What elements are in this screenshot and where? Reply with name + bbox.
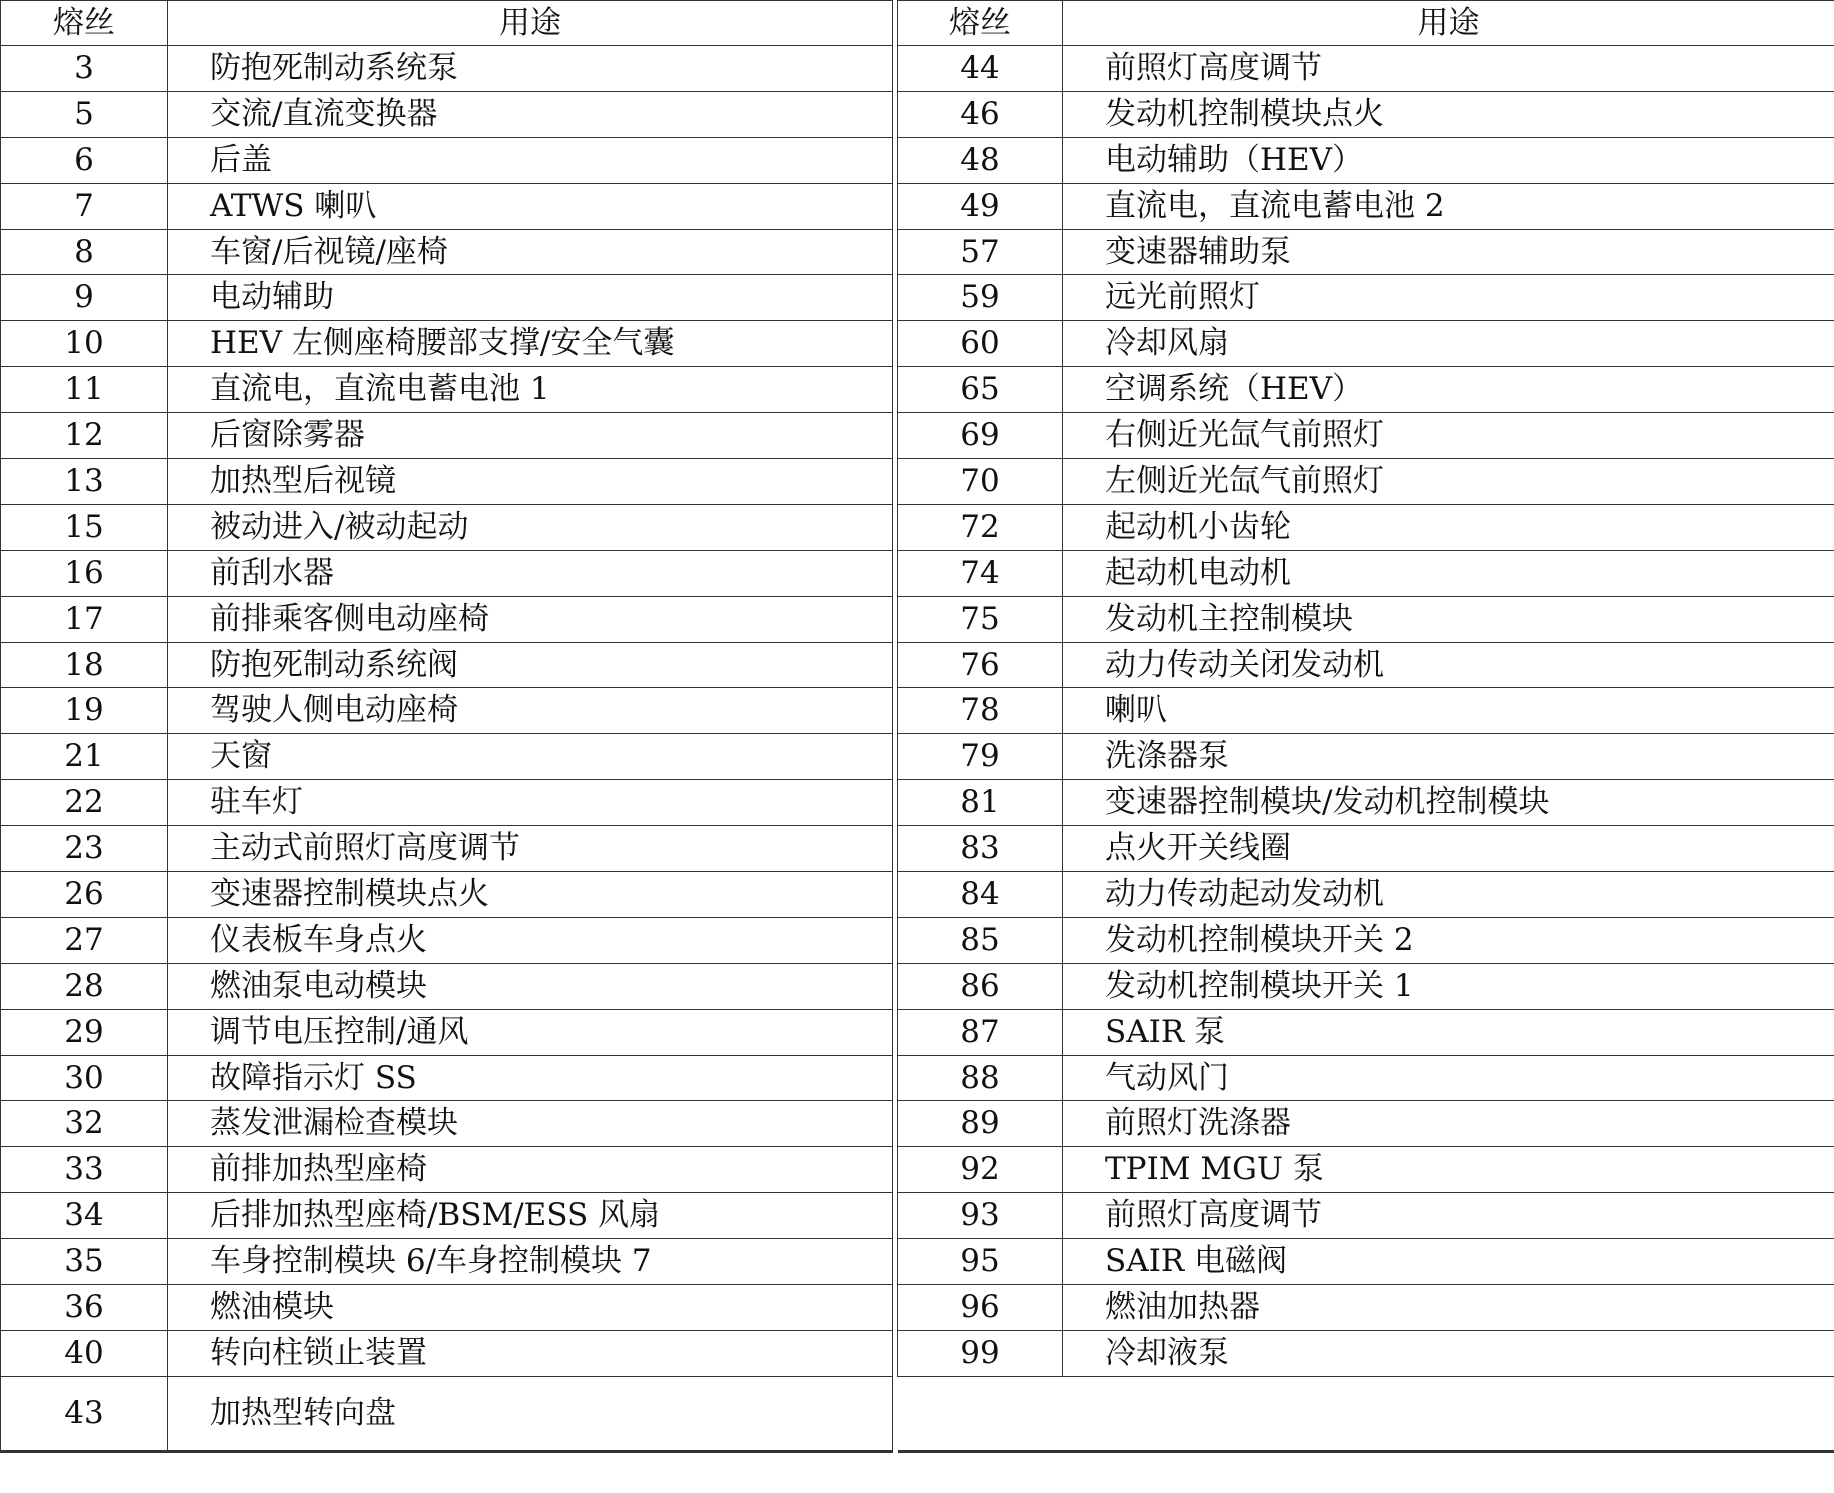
fuse-use-cell: 防抱死制动系统泵 [168,46,893,92]
fuse-number-cell: 92 [898,1147,1063,1193]
fuse-use-cell: 交流/直流变换器 [168,91,893,137]
fuse-number-cell: 26 [1,872,168,918]
fuse-use-cell: HEV 左侧座椅腰部支撑/安全气囊 [168,321,893,367]
fuse-table-right [897,0,1834,1453]
table-row [1,367,893,413]
fuse-use-cell: 防抱死制动系统阀 [168,642,893,688]
fuse-number-cell: 23 [1,826,168,872]
table-row [1,46,893,92]
fuse-use-cell: 发动机控制模块开关 2 [1063,917,1834,963]
fuse-number-cell: 11 [1,367,168,413]
fuse-table-left [0,0,893,1453]
fuse-use-cell: SAIR 电磁阀 [1063,1239,1834,1285]
fuse-use-cell: 驾驶人侧电动座椅 [168,688,893,734]
fuse-number-cell: 89 [898,1101,1063,1147]
fuse-number-cell: 70 [898,459,1063,505]
fuse-use-cell: 转向柱锁止装置 [168,1330,893,1376]
fuse-use-cell: 前照灯洗涤器 [1063,1101,1834,1147]
table-row [1,504,893,550]
table-row [1,1330,893,1376]
fuse-use-cell: 蒸发泄漏检查模块 [168,1101,893,1147]
table-row [898,1101,1834,1147]
fuse-number-cell: 59 [898,275,1063,321]
fuse-number-cell: 44 [898,46,1063,92]
header-use: 用途 [168,1,893,46]
fuse-number-cell: 12 [1,413,168,459]
fuse-use-cell: 变速器控制模块点火 [168,872,893,918]
fuse-number-cell: 95 [898,1239,1063,1285]
table-row [1,1239,893,1285]
fuse-number-cell: 57 [898,229,1063,275]
fuse-number-cell: 3 [1,46,168,92]
table-row [898,963,1834,1009]
fuse-number-cell: 81 [898,780,1063,826]
fuse-use-cell: 主动式前照灯高度调节 [168,826,893,872]
table-row [1,550,893,596]
header-fuse: 熔丝 [1,1,168,46]
fuse-use-cell: 气动风门 [1063,1055,1834,1101]
table-row [1,229,893,275]
fuse-use-cell: 发动机控制模块开关 1 [1063,963,1834,1009]
fuse-number-cell: 34 [1,1193,168,1239]
header-use: 用途 [1063,1,1834,46]
empty-row [898,1376,1834,1451]
fuse-use-cell: 直流电，直流电蓄电池 1 [168,367,893,413]
fuse-number-cell: 48 [898,137,1063,183]
fuse-number-cell: 5 [1,91,168,137]
table-header-row [898,1,1834,46]
fuse-number-cell: 49 [898,183,1063,229]
table-row [1,183,893,229]
fuse-number-cell: 65 [898,367,1063,413]
table-row [898,550,1834,596]
fuse-number-cell: 78 [898,688,1063,734]
table-row [1,1101,893,1147]
table-row [898,826,1834,872]
fuse-use-cell: 前排加热型座椅 [168,1147,893,1193]
fuse-number-cell: 76 [898,642,1063,688]
fuse-use-cell: 远光前照灯 [1063,275,1834,321]
fuse-use-cell: 起动机小齿轮 [1063,504,1834,550]
fuse-number-cell: 29 [1,1009,168,1055]
fuse-number-cell: 99 [898,1330,1063,1376]
table-row [898,1147,1834,1193]
fuse-number-cell: 21 [1,734,168,780]
table-row [898,504,1834,550]
fuse-number-cell: 16 [1,550,168,596]
table-row [898,734,1834,780]
fuse-use-cell: 电动辅助 [168,275,893,321]
fuse-number-cell: 19 [1,688,168,734]
fuse-number-cell: 22 [1,780,168,826]
table-row [898,917,1834,963]
fuse-use-cell: 冷却液泵 [1063,1330,1834,1376]
fuse-number-cell: 7 [1,183,168,229]
fuse-number-cell: 13 [1,459,168,505]
table-row [898,183,1834,229]
fuse-number-cell: 15 [1,504,168,550]
fuse-use-cell: 燃油泵电动模块 [168,963,893,1009]
fuse-number-cell: 60 [898,321,1063,367]
fuse-number-cell: 27 [1,917,168,963]
fuse-number-cell: 18 [1,642,168,688]
fuse-use-cell: SAIR 泵 [1063,1009,1834,1055]
fuse-number-cell: 88 [898,1055,1063,1101]
table-row [1,137,893,183]
fuse-use-cell: 后排加热型座椅/BSM/ESS 风扇 [168,1193,893,1239]
header-fuse: 熔丝 [898,1,1063,46]
table-row [898,1285,1834,1331]
table-row [1,826,893,872]
table-row [1,1009,893,1055]
fuse-number-cell: 83 [898,826,1063,872]
fuse-use-cell: 空调系统（HEV） [1063,367,1834,413]
table-row [1,91,893,137]
fuse-use-cell: 车身控制模块 6/车身控制模块 7 [168,1239,893,1285]
fuse-use-cell: 后窗除雾器 [168,413,893,459]
fuse-use-cell: 点火开关线圈 [1063,826,1834,872]
fuse-number-cell: 46 [898,91,1063,137]
table-row [898,459,1834,505]
fuse-use-cell: 直流电，直流电蓄电池 2 [1063,183,1834,229]
fuse-use-cell: 前照灯高度调节 [1063,1193,1834,1239]
table-row [898,688,1834,734]
fuse-use-cell: 故障指示灯 SS [168,1055,893,1101]
fuse-use-cell: 发动机主控制模块 [1063,596,1834,642]
fuse-use-cell: 动力传动关闭发动机 [1063,642,1834,688]
fuse-number-cell: 85 [898,917,1063,963]
table-row [1,780,893,826]
table-row [898,321,1834,367]
fuse-number-cell: 33 [1,1147,168,1193]
table-row [1,688,893,734]
fuse-use-cell: 起动机电动机 [1063,550,1834,596]
fuse-number-cell: 17 [1,596,168,642]
table-row [898,137,1834,183]
table-row [898,596,1834,642]
table-row [898,1055,1834,1101]
fuse-use-cell: 天窗 [168,734,893,780]
table-row [898,1009,1834,1055]
table-row [898,413,1834,459]
fuse-number-cell: 8 [1,229,168,275]
fuse-number-cell: 86 [898,963,1063,1009]
table-header-row [1,1,893,46]
fuse-use-cell: 前刮水器 [168,550,893,596]
fuse-number-cell: 75 [898,596,1063,642]
fuse-number-cell: 87 [898,1009,1063,1055]
fuse-use-cell: 变速器控制模块/发动机控制模块 [1063,780,1834,826]
fuse-number-cell: 32 [1,1101,168,1147]
table-row [898,46,1834,92]
fuse-number-cell: 93 [898,1193,1063,1239]
table-row [1,1193,893,1239]
table-row [1,734,893,780]
fuse-use-cell: 前排乘客侧电动座椅 [168,596,893,642]
fuse-use-cell: TPIM MGU 泵 [1063,1147,1834,1193]
table-row [1,1055,893,1101]
fuse-use-cell: 加热型转向盘 [168,1376,893,1451]
empty-cell [898,1376,1063,1451]
fuse-use-cell: 发动机控制模块点火 [1063,91,1834,137]
fuse-number-cell: 72 [898,504,1063,550]
table-row [1,963,893,1009]
table-row [898,1239,1834,1285]
fuse-number-cell: 74 [898,550,1063,596]
fuse-use-cell: ATWS 喇叭 [168,183,893,229]
fuse-number-cell: 96 [898,1285,1063,1331]
fuse-use-cell: 左侧近光氙气前照灯 [1063,459,1834,505]
fuse-number-cell: 84 [898,872,1063,918]
table-row [1,459,893,505]
table-row [898,1193,1834,1239]
table-row [898,780,1834,826]
fuse-use-cell: 洗涤器泵 [1063,734,1834,780]
fuse-use-cell: 右侧近光氙气前照灯 [1063,413,1834,459]
table-row [1,413,893,459]
fuse-number-cell: 6 [1,137,168,183]
table-row [898,1330,1834,1376]
fuse-use-cell: 车窗/后视镜/座椅 [168,229,893,275]
fuse-use-cell: 变速器辅助泵 [1063,229,1834,275]
table-row [1,917,893,963]
fuse-number-cell: 28 [1,963,168,1009]
fuse-use-cell: 仪表板车身点火 [168,917,893,963]
fuse-use-cell: 调节电压控制/通风 [168,1009,893,1055]
table-row [898,229,1834,275]
table-row [1,872,893,918]
fuse-use-cell: 被动进入/被动起动 [168,504,893,550]
table-row [1,1147,893,1193]
table-row [1,1285,893,1331]
fuse-use-cell: 冷却风扇 [1063,321,1834,367]
fuse-number-cell: 9 [1,275,168,321]
fuse-use-cell: 燃油模块 [168,1285,893,1331]
table-row [898,275,1834,321]
table-row [898,872,1834,918]
fuse-number-cell: 30 [1,1055,168,1101]
fuse-number-cell: 40 [1,1330,168,1376]
table-row [1,275,893,321]
fuse-use-cell: 加热型后视镜 [168,459,893,505]
fuse-use-cell: 燃油加热器 [1063,1285,1834,1331]
table-row [898,91,1834,137]
table-row [898,642,1834,688]
fuse-number-cell: 69 [898,413,1063,459]
fuse-use-cell: 动力传动起动发动机 [1063,872,1834,918]
fuse-number-cell: 35 [1,1239,168,1285]
fuse-number-cell: 36 [1,1285,168,1331]
fuse-number-cell: 43 [1,1376,168,1451]
table-row [1,642,893,688]
empty-cell [1063,1376,1834,1451]
table-row [1,1376,893,1451]
fuse-number-cell: 10 [1,321,168,367]
fuse-use-cell: 喇叭 [1063,688,1834,734]
fuse-use-cell: 驻车灯 [168,780,893,826]
fuse-use-cell: 后盖 [168,137,893,183]
table-row [1,321,893,367]
fuse-use-cell: 电动辅助（HEV） [1063,137,1834,183]
fuse-number-cell: 79 [898,734,1063,780]
fuse-use-cell: 前照灯高度调节 [1063,46,1834,92]
table-row [1,596,893,642]
table-row [898,367,1834,413]
